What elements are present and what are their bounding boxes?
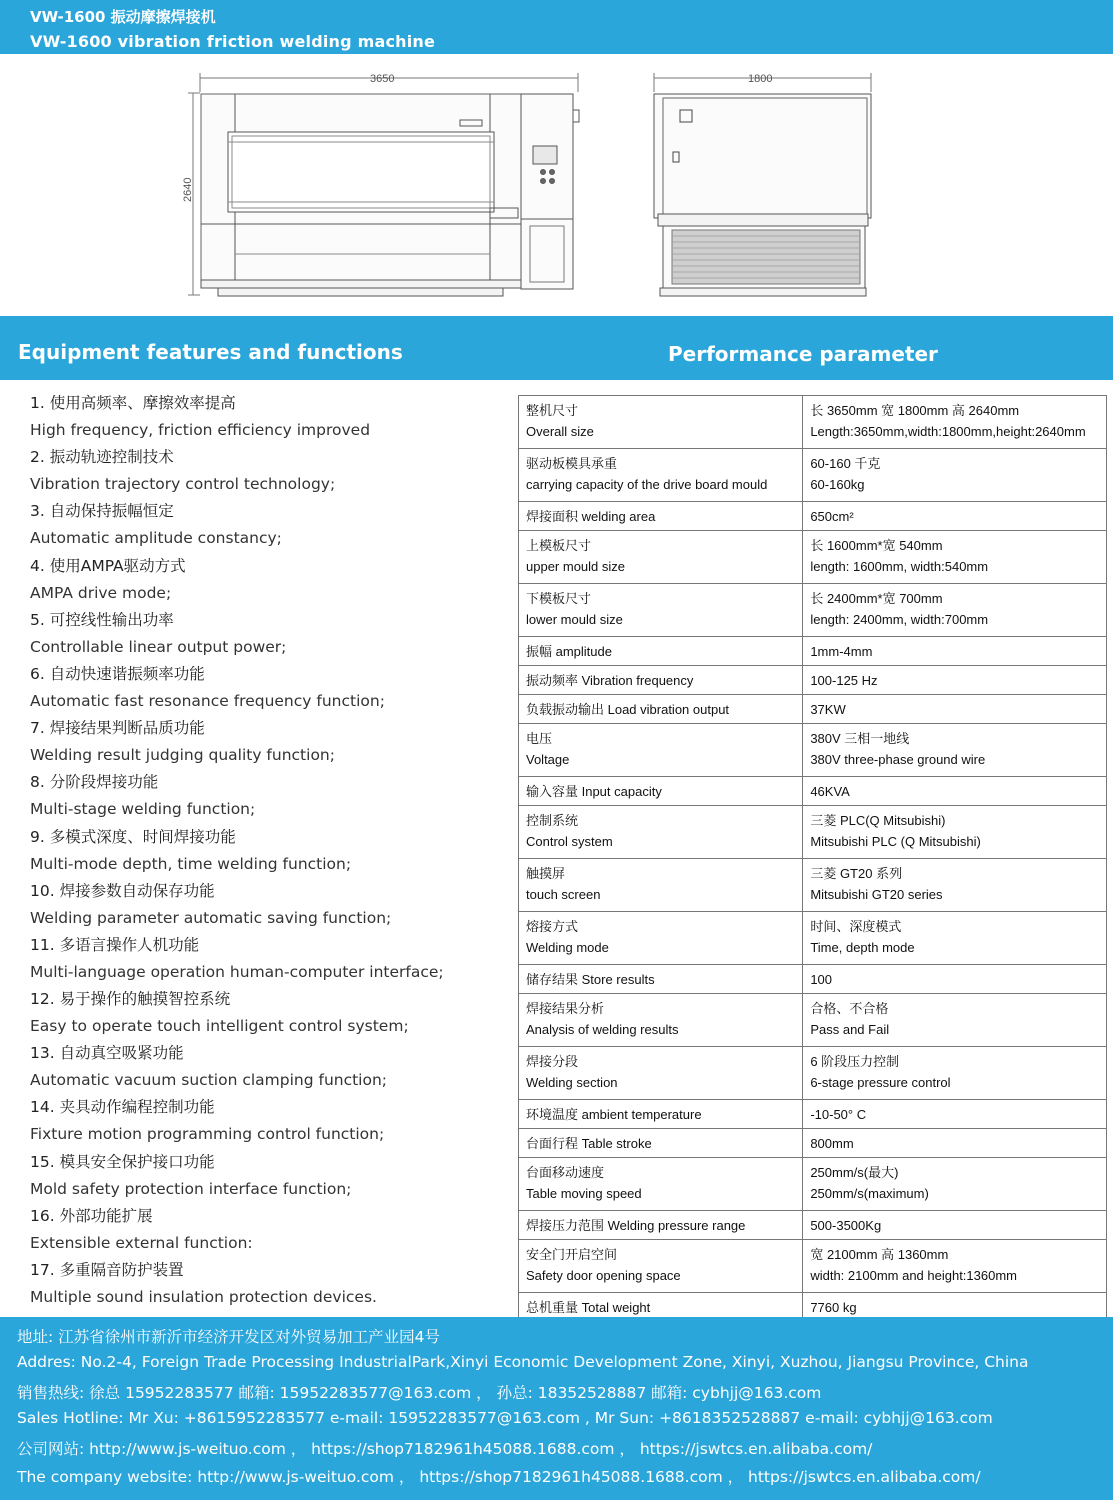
feature-english: Multi-language operation human-computer interface; xyxy=(30,962,444,981)
param-label: upper mould size xyxy=(526,559,625,574)
param-value-cell xyxy=(803,637,1107,666)
param-value-cell xyxy=(803,666,1107,695)
feature-english: Welding result judging quality function; xyxy=(30,746,335,765)
param-value: 380V 三相一地线 xyxy=(810,731,910,746)
param-value: 1mm-4mm xyxy=(810,644,873,659)
feature-chinese: 12. 易于操作的触摸智控系统 xyxy=(30,990,231,1009)
param-label: Analysis of welding results xyxy=(526,1022,679,1037)
param-row xyxy=(519,1211,1107,1240)
param-row xyxy=(519,695,1107,724)
feature-english: High frequency, friction efficiency improved xyxy=(30,421,371,439)
param-value: 6-stage pressure control xyxy=(810,1075,951,1090)
feature-english: Vibration trajectory control technology; xyxy=(30,475,336,494)
param-value: length: 2400mm, width:700mm xyxy=(810,612,989,627)
param-label: Safety door opening space xyxy=(526,1268,681,1283)
param-row xyxy=(519,449,1107,502)
param-value-cell xyxy=(803,396,1107,449)
param-value: Pass and Fail xyxy=(810,1022,890,1037)
param-row xyxy=(519,666,1107,695)
param-label-cell xyxy=(519,994,803,1047)
feature-item xyxy=(30,715,516,769)
feature-chinese: 1. 使用高频率、摩擦效率提高 xyxy=(30,394,236,412)
param-label: 振幅 amplitude xyxy=(526,644,612,659)
side-width-dimension: 1800 xyxy=(748,73,773,85)
feature-chinese: 4. 使用AMPA驱动方式 xyxy=(30,556,186,575)
feature-english: Mold safety protection interface function; xyxy=(30,1179,352,1198)
param-value: 250mm/s(最大) xyxy=(810,1165,899,1180)
param-value: Mitsubishi PLC (Q Mitsubishi) xyxy=(810,834,981,849)
param-label: 控制系统 xyxy=(526,813,579,828)
param-value-cell xyxy=(803,777,1107,806)
param-label-cell xyxy=(519,1047,803,1100)
feature-chinese: 17. 多重隔音防护装置 xyxy=(30,1261,184,1279)
param-value: 三菱 GT20 系列 xyxy=(810,866,903,881)
param-label-cell xyxy=(519,637,803,666)
param-label-cell xyxy=(519,396,803,449)
param-row xyxy=(519,724,1107,777)
feature-item xyxy=(30,498,516,552)
param-value-cell xyxy=(803,502,1107,531)
param-label-cell xyxy=(519,666,803,695)
param-label: 熔接方式 xyxy=(526,919,579,934)
feature-english: Multiple sound insulation protection devices. xyxy=(30,1288,377,1306)
param-value: 时间、深度模式 xyxy=(810,919,902,934)
param-value: width: 2100mm and height:1360mm xyxy=(810,1268,1018,1283)
feature-item xyxy=(30,986,516,1040)
feature-chinese: 13. 自动真空吸紧功能 xyxy=(30,1044,184,1063)
param-value: 合格、不合格 xyxy=(810,1001,889,1016)
param-label: Control system xyxy=(526,834,613,849)
param-label: 台面移动速度 xyxy=(526,1165,605,1180)
contact-footer xyxy=(0,1317,1113,1500)
footer-line: 公司网站: http://www.js-weituo.com ， https://shop7182961h45088.1688.com ， https://jswtcs.en.alibaba.com/ xyxy=(17,1440,873,1458)
machine-drawing-svg xyxy=(0,54,1113,316)
param-label: 焊接结果分析 xyxy=(526,1001,605,1016)
feature-item xyxy=(30,661,516,715)
param-value: 7760 kg xyxy=(810,1300,857,1315)
feature-english: Automatic vacuum suction clamping function; xyxy=(30,1071,388,1090)
param-label-cell xyxy=(519,1240,803,1293)
section-band xyxy=(0,316,1113,380)
page-header xyxy=(0,0,1113,54)
param-label: 触摸屏 xyxy=(526,866,566,881)
front-width-dimension: 3650 xyxy=(370,73,395,85)
footer-line: The company website: http://www.js-weituo.com ， https://shop7182961h45088.1688.com ， https://jswtcs.en.alibaba.com/ xyxy=(17,1468,981,1486)
param-label-cell xyxy=(519,584,803,637)
feature-chinese: 6. 自动快速谐振频率功能 xyxy=(30,664,205,683)
param-value: 长 3650mm 宽 1800mm 高 2640mm xyxy=(810,403,1020,418)
param-label-cell xyxy=(519,449,803,502)
technical-drawings xyxy=(0,54,1113,316)
param-label: 整机尺寸 xyxy=(526,403,579,418)
feature-item xyxy=(30,1094,516,1148)
feature-item xyxy=(30,1203,516,1257)
footer-line: Sales Hotline: Mr Xu: +8615952283577 e-mail: 15952283577@163.com , Mr Sun: +8618352528887 e-mail: cybhjj@163.com xyxy=(17,1409,993,1427)
param-value: 250mm/s(maximum) xyxy=(810,1186,929,1201)
param-label-cell xyxy=(519,531,803,584)
param-label-cell xyxy=(519,1211,803,1240)
param-value-cell xyxy=(803,724,1107,777)
param-label-cell xyxy=(519,806,803,859)
param-value: length: 1600mm, width:540mm xyxy=(810,559,989,574)
param-label: Voltage xyxy=(526,752,570,767)
feature-item xyxy=(30,1257,516,1311)
param-value-cell xyxy=(803,1047,1107,1100)
feature-item xyxy=(30,607,516,661)
param-value: 三菱 PLC(Q Mitsubishi) xyxy=(810,813,946,828)
footer-line: Addres: No.2-4, Foreign Trade Processing IndustrialPark,Xinyi Economic Development Zone, Xinyi, Xuzhou, Jiangsu Province, China xyxy=(17,1353,1029,1371)
feature-chinese: 10. 焊接参数自动保存功能 xyxy=(30,881,215,900)
feature-chinese: 14. 夹具动作编程控制功能 xyxy=(30,1098,215,1117)
param-value: 100 xyxy=(810,972,833,987)
param-value: Mitsubishi GT20 series xyxy=(810,887,943,902)
param-label-cell xyxy=(519,912,803,965)
param-row xyxy=(519,637,1107,666)
param-label-cell xyxy=(519,1158,803,1211)
feature-english: Controllable linear output power; xyxy=(30,637,287,656)
param-value: 60-160kg xyxy=(810,477,865,492)
param-label: 负载振动输出 Load vibration output xyxy=(526,702,730,717)
feature-english: Multi-mode depth, time welding function; xyxy=(30,854,352,873)
param-label: 上模板尺寸 xyxy=(526,538,592,553)
param-value-cell xyxy=(803,994,1107,1047)
side-view-drawing xyxy=(654,73,871,296)
param-label: 总机重量 Total weight xyxy=(526,1300,651,1315)
param-value: 37KW xyxy=(810,702,846,717)
param-label: carrying capacity of the drive board mould xyxy=(526,477,768,492)
param-value: -10-50° C xyxy=(810,1107,867,1122)
param-value-cell xyxy=(803,695,1107,724)
param-value: Length:3650mm,width:1800mm,height:2640mm xyxy=(810,424,1086,439)
param-value-cell xyxy=(803,1129,1107,1158)
param-value-cell xyxy=(803,1211,1107,1240)
param-value-cell xyxy=(803,1100,1107,1129)
param-row xyxy=(519,1158,1107,1211)
param-row xyxy=(519,531,1107,584)
param-label: Welding mode xyxy=(526,940,609,955)
param-value-cell xyxy=(803,912,1107,965)
param-label-cell xyxy=(519,777,803,806)
param-value-cell xyxy=(803,1240,1107,1293)
feature-chinese: 5. 可控线性输出功率 xyxy=(30,610,174,629)
param-row xyxy=(519,777,1107,806)
front-height-dimension: 2640 xyxy=(182,177,194,202)
feature-chinese: 2. 振动轨迹控制技术 xyxy=(30,448,174,467)
param-value-cell xyxy=(803,965,1107,994)
feature-item xyxy=(30,769,516,823)
feature-english: Welding parameter automatic saving function; xyxy=(30,908,392,927)
param-value: 长 1600mm*宽 540mm xyxy=(810,538,943,553)
param-value: 46KVA xyxy=(810,784,850,799)
title-chinese: VW-1600 振动摩擦焊接机 xyxy=(30,8,216,26)
param-label: 下模板尺寸 xyxy=(526,591,592,606)
param-label: 电压 xyxy=(526,731,553,746)
param-label: 输入容量 Input capacity xyxy=(526,784,662,799)
param-row xyxy=(519,859,1107,912)
param-row xyxy=(519,806,1107,859)
feature-chinese: 8. 分阶段焊接功能 xyxy=(30,773,159,792)
feature-english: Automatic amplitude constancy; xyxy=(30,529,282,548)
feature-item xyxy=(30,878,516,932)
param-value-cell xyxy=(803,531,1107,584)
param-label: 安全门开启空间 xyxy=(526,1247,618,1262)
param-value: 500-3500Kg xyxy=(810,1218,882,1233)
param-value-cell xyxy=(803,806,1107,859)
param-label: lower mould size xyxy=(526,612,623,627)
param-label: Table moving speed xyxy=(526,1186,642,1201)
param-label-cell xyxy=(519,502,803,531)
param-row xyxy=(519,1240,1107,1293)
feature-chinese: 16. 外部功能扩展 xyxy=(30,1206,153,1225)
param-value: Time, depth mode xyxy=(810,940,915,955)
params-heading: Performance parameter xyxy=(668,342,938,366)
param-label-cell xyxy=(519,1100,803,1129)
feature-item xyxy=(30,444,516,498)
title-english: VW-1600 vibration friction welding machine xyxy=(30,32,436,51)
feature-chinese: 9. 多模式深度、时间焊接功能 xyxy=(30,827,236,846)
param-value-cell xyxy=(803,1158,1107,1211)
footer-line: 销售热线: 徐总 15952283577 邮箱: 15952283577@163.com ， 孙总: 18352528887 邮箱: cybhjj@163.com xyxy=(17,1384,822,1402)
performance-parameter-table xyxy=(518,395,1107,1322)
param-row xyxy=(519,994,1107,1047)
param-row xyxy=(519,396,1107,449)
param-label-cell xyxy=(519,1129,803,1158)
param-row xyxy=(519,912,1107,965)
feature-english: Automatic fast resonance frequency function; xyxy=(30,691,385,710)
front-view-drawing xyxy=(188,73,579,296)
param-value: 宽 2100mm 高 1360mm xyxy=(810,1247,949,1262)
feature-item xyxy=(30,824,516,878)
param-row xyxy=(519,1100,1107,1129)
param-label: 焊接压力范围 Welding pressure range xyxy=(526,1218,746,1233)
feature-item xyxy=(30,390,516,444)
feature-item xyxy=(30,1149,516,1203)
param-row xyxy=(519,965,1107,994)
feature-chinese: 7. 焊接结果判断品质功能 xyxy=(30,719,205,738)
param-label: 台面行程 Table stroke xyxy=(526,1136,652,1151)
feature-english: Multi-stage welding function; xyxy=(30,800,256,819)
param-value: 380V three-phase ground wire xyxy=(810,752,986,767)
param-value: 650cm² xyxy=(810,509,854,524)
param-label-cell xyxy=(519,724,803,777)
features-list xyxy=(30,390,516,1311)
param-label: 储存结果 Store results xyxy=(526,972,655,987)
feature-chinese: 15. 模具安全保护接口功能 xyxy=(30,1152,215,1171)
param-row xyxy=(519,1129,1107,1158)
param-value-cell xyxy=(803,859,1107,912)
param-value: 800mm xyxy=(810,1136,854,1151)
param-value: 6 阶段压力控制 xyxy=(810,1054,900,1069)
param-label: 驱动板模具承重 xyxy=(526,456,618,471)
footer-line: 地址: 江苏省徐州市新沂市经济开发区对外贸易加工产业园4号 xyxy=(17,1328,441,1346)
param-row xyxy=(519,1047,1107,1100)
feature-item xyxy=(30,1040,516,1094)
param-label: 焊接分段 xyxy=(526,1054,579,1069)
feature-english: Fixture motion programming control function; xyxy=(30,1125,385,1144)
feature-english: AMPA drive mode; xyxy=(30,583,172,602)
param-value: 100-125 Hz xyxy=(810,673,878,688)
param-label: Overall size xyxy=(526,424,594,439)
param-value-cell xyxy=(803,584,1107,637)
param-value: 60-160 千克 xyxy=(810,456,881,471)
feature-chinese: 3. 自动保持振幅恒定 xyxy=(30,502,174,521)
param-value: 长 2400mm*宽 700mm xyxy=(810,591,943,606)
feature-item xyxy=(30,932,516,986)
feature-chinese: 11. 多语言操作人机功能 xyxy=(30,935,200,954)
param-label: 振动频率 Vibration frequency xyxy=(526,673,694,688)
param-label-cell xyxy=(519,965,803,994)
param-row xyxy=(519,584,1107,637)
feature-english: Easy to operate touch intelligent control system; xyxy=(30,1017,409,1036)
feature-english: Extensible external function: xyxy=(30,1233,253,1252)
param-label: Welding section xyxy=(526,1075,618,1090)
feature-item xyxy=(30,553,516,607)
param-label: 焊接面积 welding area xyxy=(526,509,656,524)
features-heading: Equipment features and functions xyxy=(18,340,403,364)
param-label-cell xyxy=(519,695,803,724)
param-row xyxy=(519,502,1107,531)
param-label: touch screen xyxy=(526,887,601,902)
param-label: 环境温度 ambient temperature xyxy=(526,1107,702,1122)
param-label-cell xyxy=(519,859,803,912)
param-value-cell xyxy=(803,449,1107,502)
